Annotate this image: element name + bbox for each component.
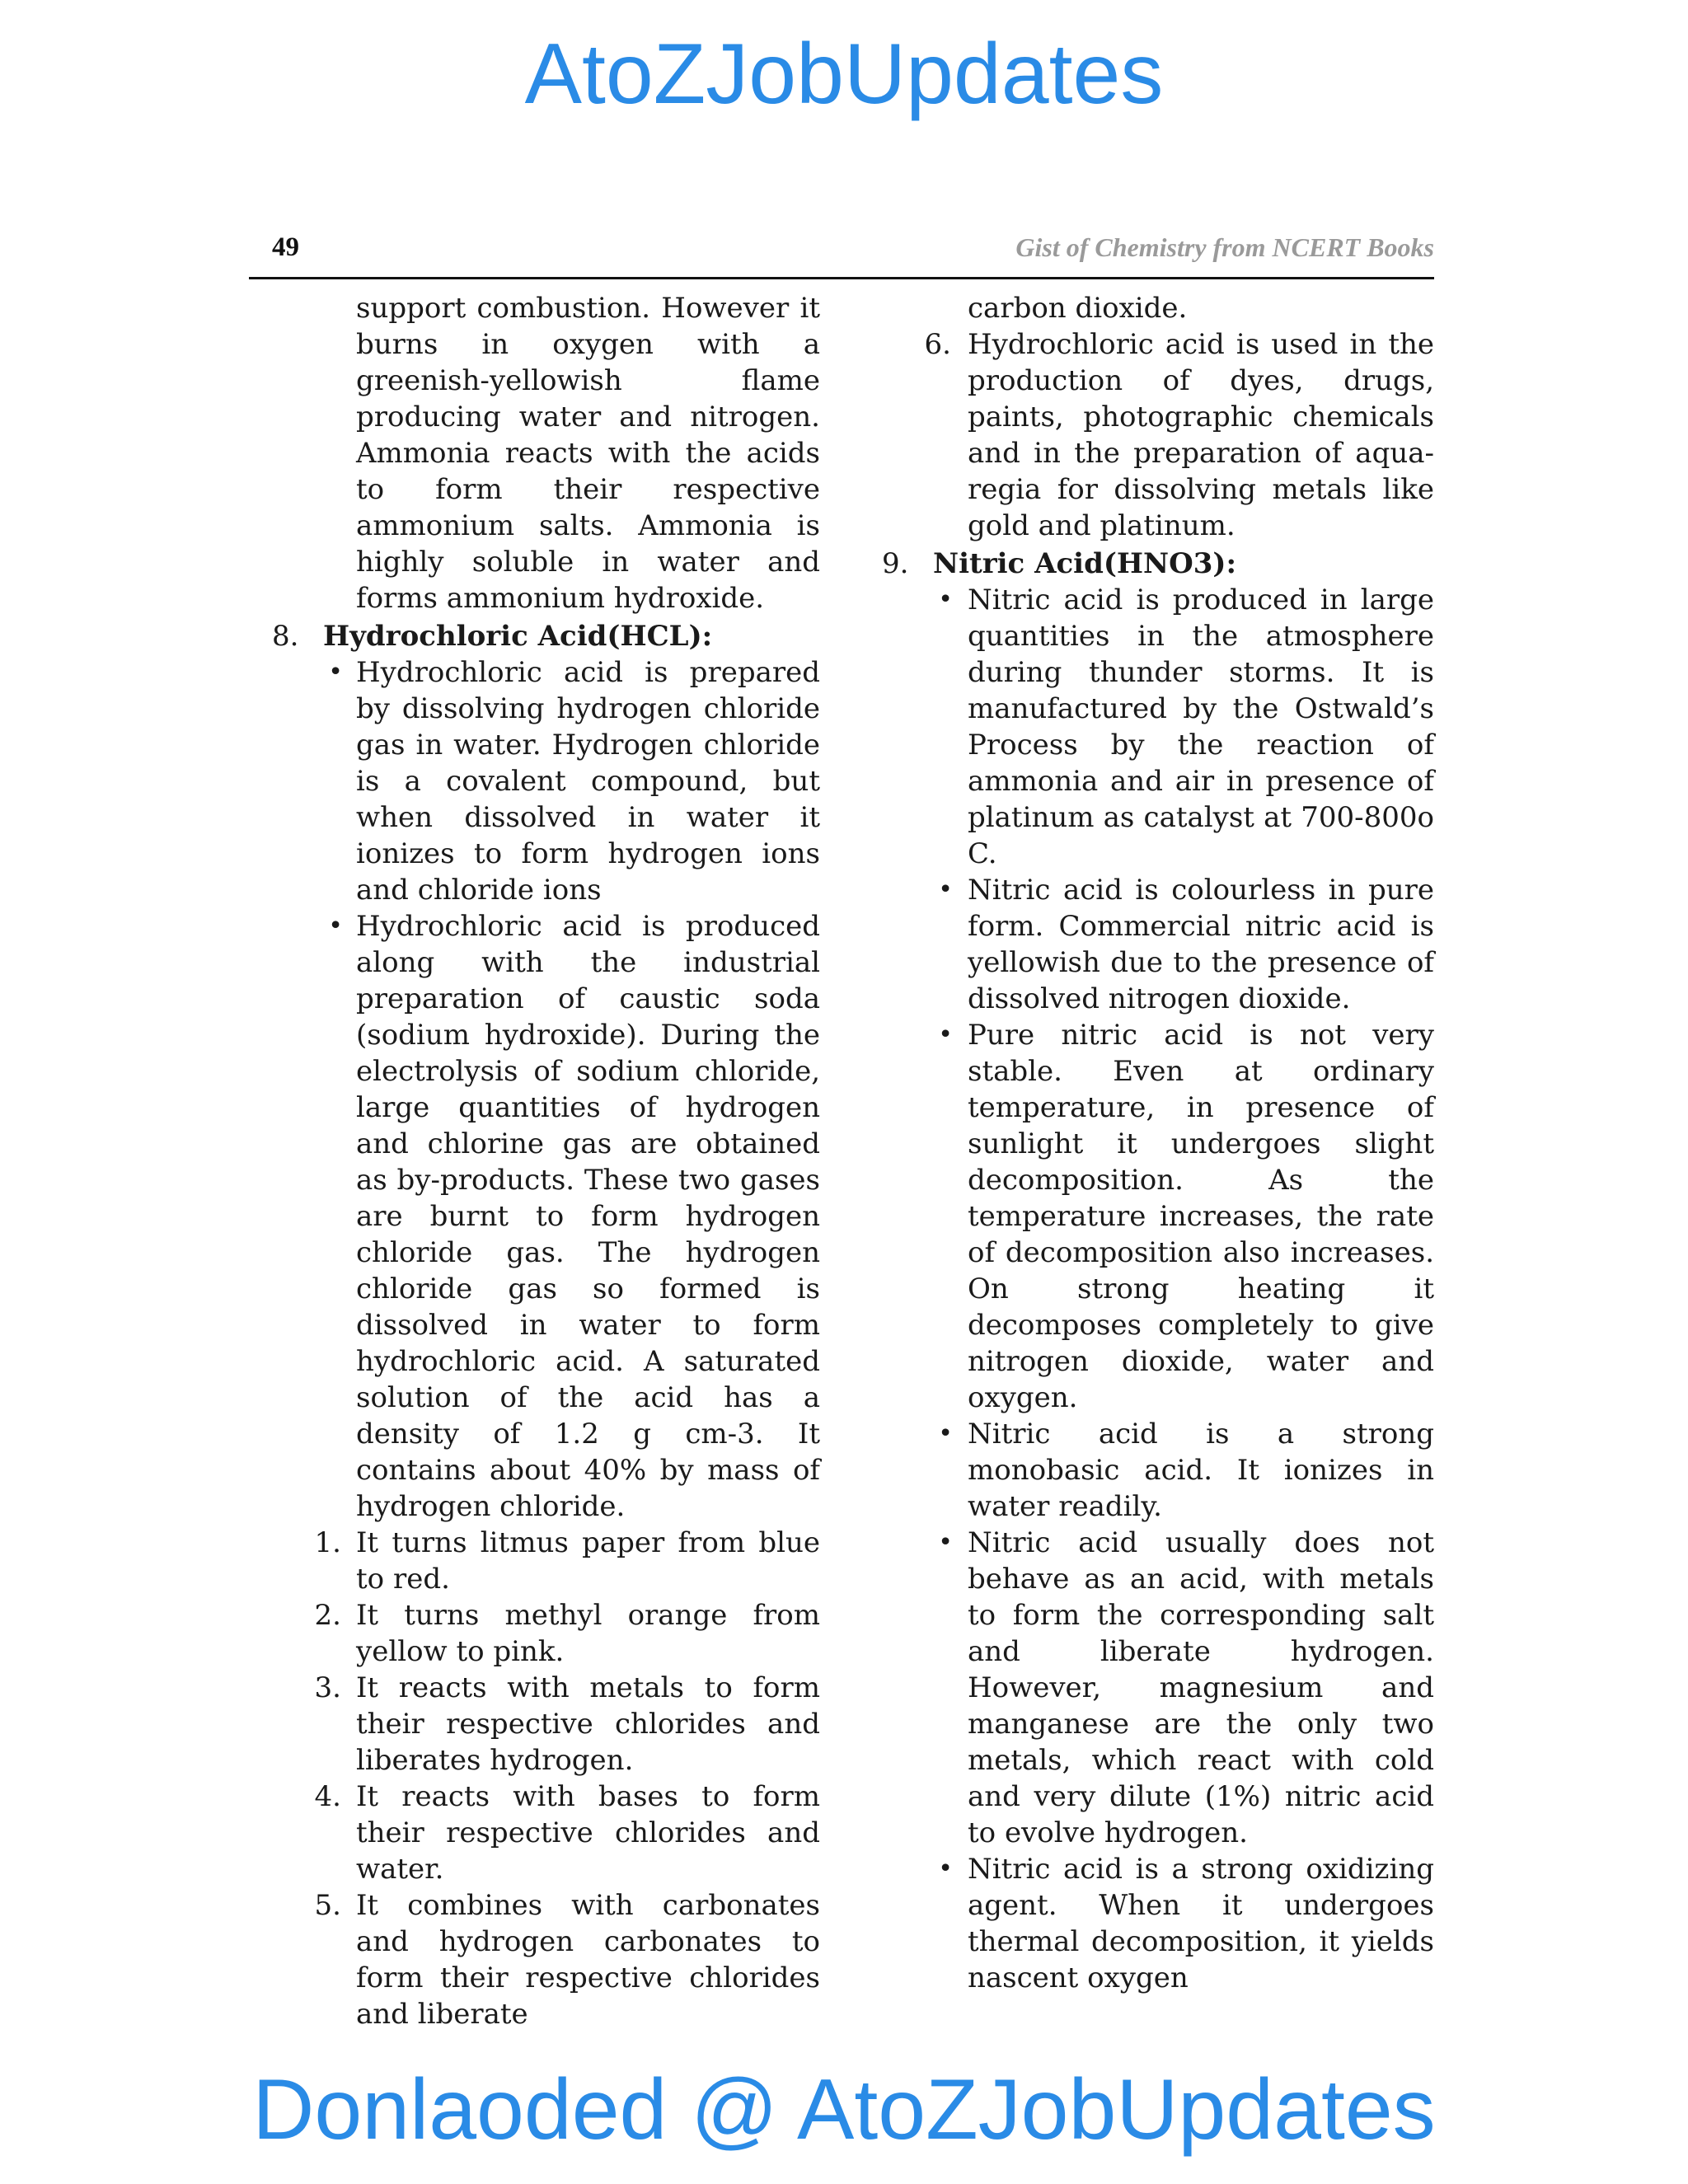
section-heading-nitric [882,546,1434,582]
numbered-item [272,1597,820,1670]
bullet-text: Hydrochloric acid is produced along with the industrial preparation of caustic soda (sodium hydroxide). During the electrolysis of sodium chloride, large quantities of hydrogen and chlorine gas are obtained as by-products. These two gases are burnt to form hydrogen chloride gas. The hydrogen chloride gas so formed is dissolved in water to form hydrochloric acid. A saturated solution of the acid has a density of 1.2 g cm-3. It contains about 40% by mass of hydrogen chloride. [356,910,820,1523]
bullet-item [272,654,820,908]
section-number: 9. [882,547,909,580]
continued-paragraph: support combustion. However it burns in oxygen with a greenish-yellowish flame producing water and nitrogen. Ammonia reacts with the acids to form their respective ammonium salts. Ammonia is highly soluble in water and forms ammonium hydroxide. [356,292,820,615]
item-text: It reacts with metals to form their respective chlorides and liberates hydrogen. [356,1671,820,1777]
section-heading-hcl [272,618,820,654]
bullet-text: Nitric acid is a strong oxidizing agent. When it undergoes thermal decomposition, it yields nascent oxygen [968,1853,1434,1994]
numbered-item [272,1670,820,1779]
item-text: It combines with carbonates and hydrogen carbonates to form their respective chlorides and liberate [356,1889,820,2031]
section-number: 8. [272,620,299,653]
item-number: 1. [314,1526,341,1559]
bullet-item [882,872,1434,1017]
item-text: It turns methyl orange from yellow to pink. [356,1599,820,1668]
numbered-item [272,1779,820,1887]
bullet-item [882,1017,1434,1416]
bullet-icon: • [938,1419,953,1448]
bullet-icon: • [938,585,953,614]
bullet-text: Hydrochloric acid is prepared by dissolving hydrogen chloride gas in water. Hydrogen chloride is a covalent compound, but when dissolved in water it ionizes to form hydrogen ions and chloride ions [356,656,820,907]
page-number: 49 [272,232,299,262]
item-text: Hydrochloric acid is used in the production of dyes, drugs, paints, photographic chemicals and in the preparation of aqua-regia for dissolving metals like gold and platinum. [968,328,1434,542]
bullet-item [882,1416,1434,1525]
bullet-icon: • [328,912,343,940]
bullet-item [882,1525,1434,1851]
bullet-icon: • [938,1020,953,1049]
continued-paragraph: carbon dioxide. [968,292,1188,325]
item-number: 4. [314,1780,341,1813]
bullet-item [882,582,1434,872]
numbered-item [272,1525,820,1597]
bullet-icon: • [328,658,343,687]
item-text: It turns litmus paper from blue to red. [356,1526,820,1596]
bullet-text: Nitric acid is colourless in pure form. Commercial nitric acid is yellowish due to the presence of dissolved nitrogen dioxide. [968,874,1434,1015]
item-number: 6. [924,328,951,361]
bullet-icon: • [938,875,953,904]
item-number: 3. [314,1671,341,1704]
bullet-icon: • [938,1528,953,1557]
numbered-item [882,326,1434,544]
item-number: 2. [314,1599,341,1632]
watermark-top: AtoZJobUpdates [524,26,1164,122]
section-title: Hydrochloric Acid(HCL): [323,620,713,653]
bullet-item [272,908,820,1525]
bullet-text: Nitric acid is a strong monobasic acid. It ionizes in water readily. [968,1418,1434,1523]
bullet-text: Pure nitric acid is not very stable. Even at ordinary temperature, in presence of sunlight it undergoes slight decomposition. As the temperature increases, the rate of decomposition also increases. On strong heating it decomposes completely to give nitrogen dioxide, water and oxygen. [968,1019,1434,1414]
running-head: Gist of Chemistry from NCERT Books [1015,232,1434,262]
header-rule [249,277,1434,279]
bullet-text: Nitric acid usually does not behave as an acid, with metals to form the corresponding salt and liberate hydrogen. However, magnesium and manganese are the only two metals, which react with cold and very dilute (1%) nitric acid to evolve hydrogen. [968,1526,1434,1849]
bullet-icon: • [938,1854,953,1883]
left-column [272,290,820,2032]
watermark-bottom: Donlaoded @ AtoZJobUpdates [252,2062,1436,2158]
item-text: It reacts with bases to form their respective chlorides and water. [356,1780,820,1886]
numbered-item [272,1887,820,2032]
page-header [249,232,1434,274]
section-title: Nitric Acid(HNO3): [933,547,1237,580]
bullet-text: Nitric acid is produced in large quantities in the atmosphere during thunder storms. It is manufactured by the Ostwald’s Process by the reaction of ammonia and air in presence of platinum as catalyst at 700-800o C. [968,583,1434,870]
right-column [882,290,1434,1996]
item-number: 5. [314,1889,341,1922]
bullet-item [882,1851,1434,1996]
